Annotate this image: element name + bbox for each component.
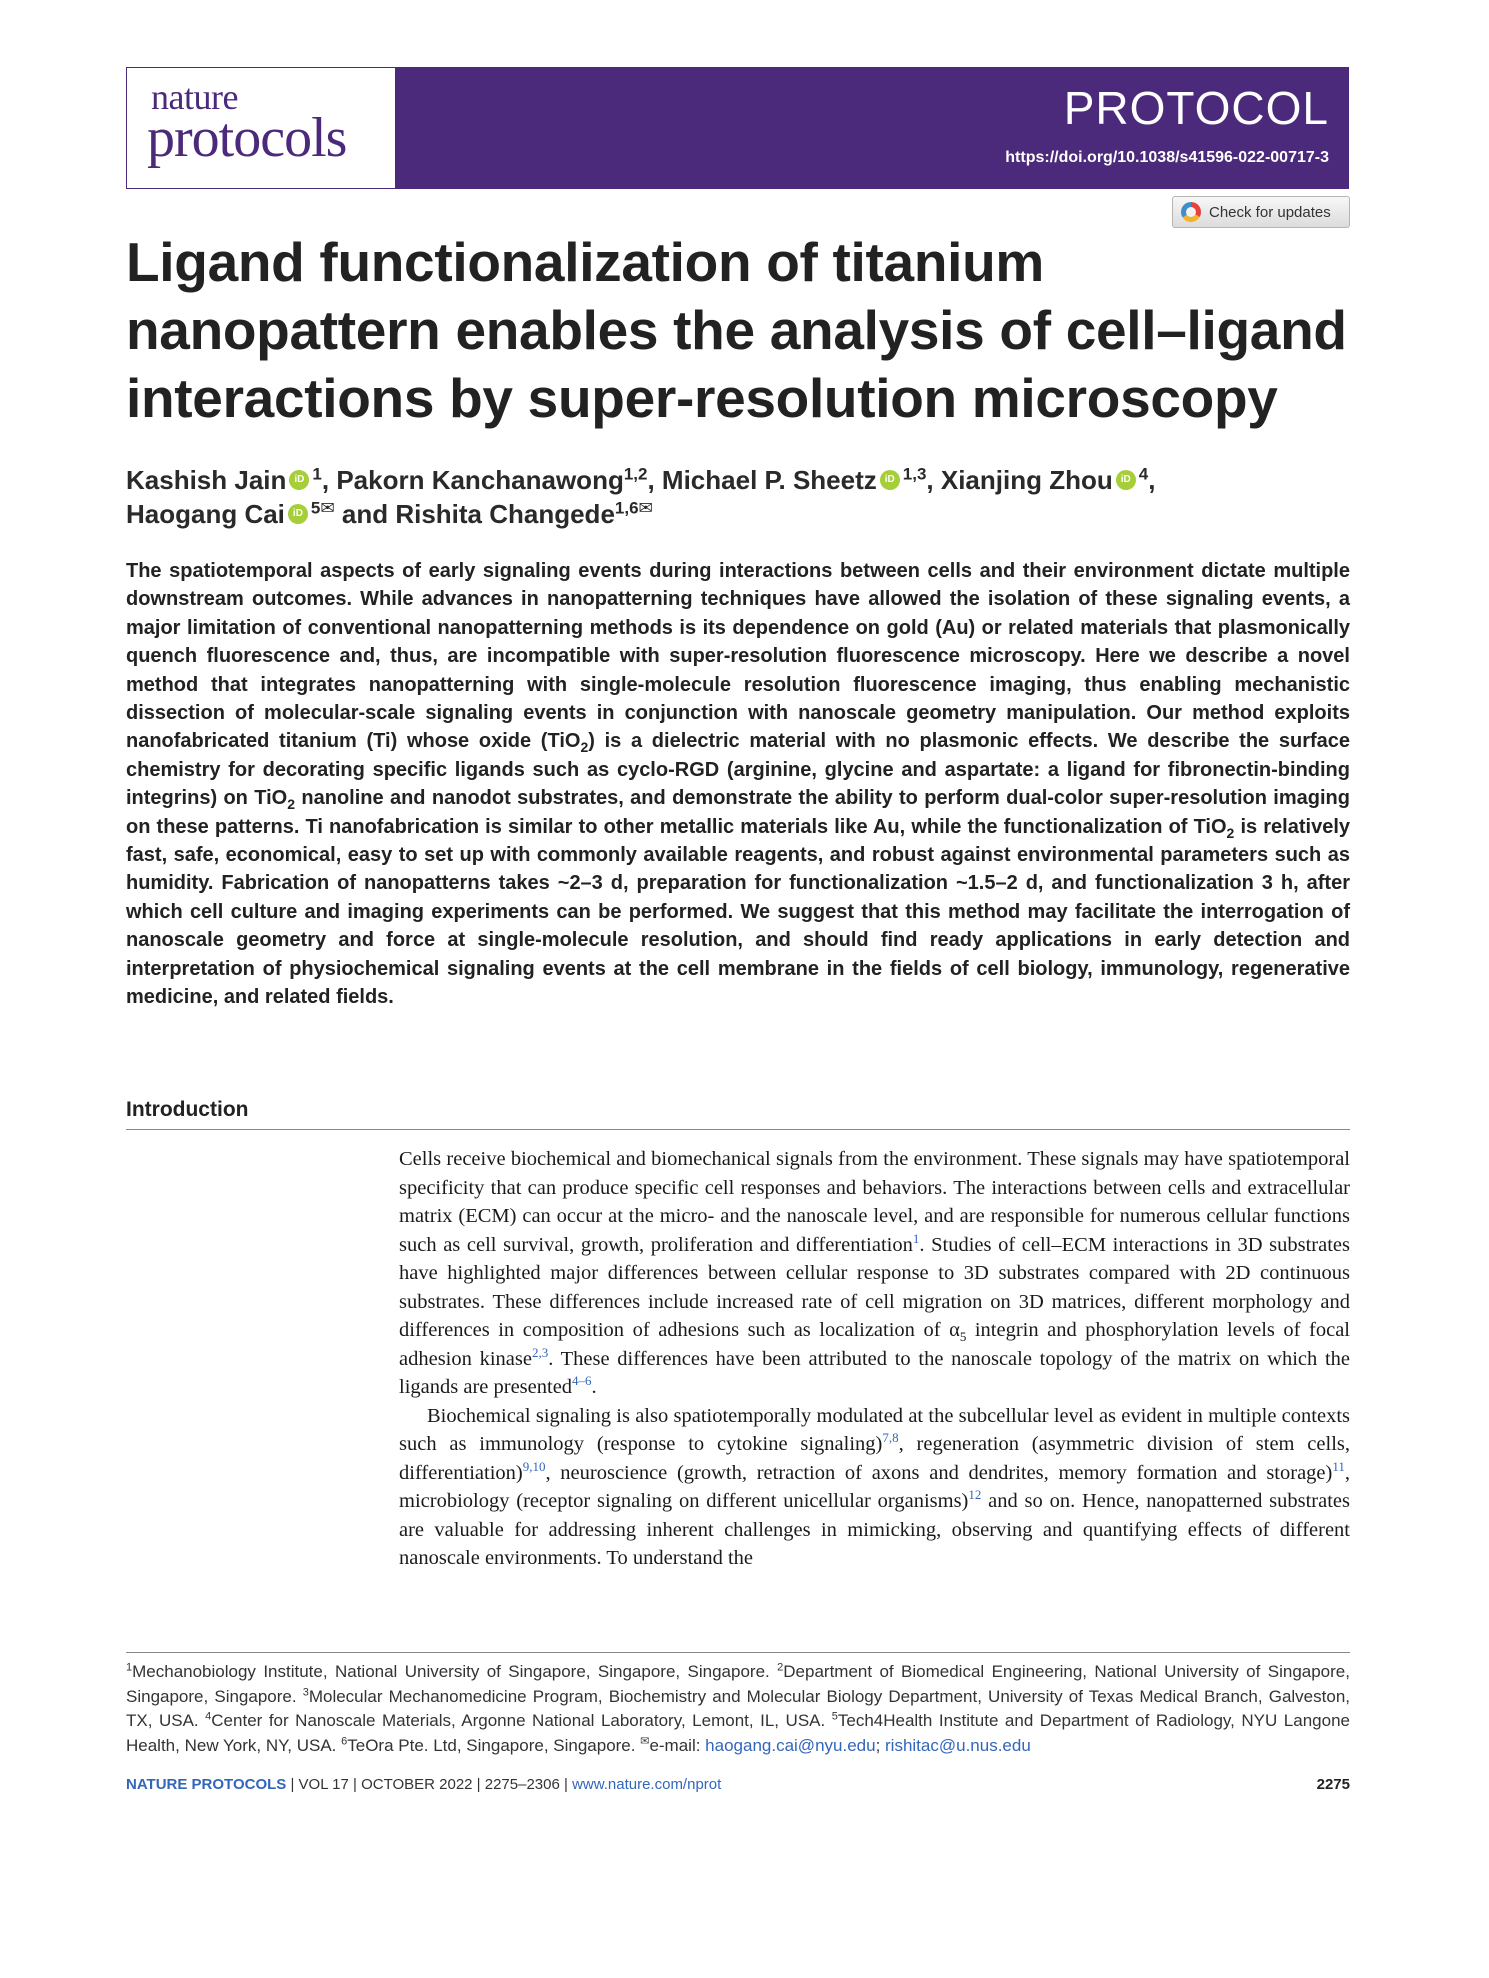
affiliation-text: TeOra Pte. Ltd, Singapore, Singapore.	[347, 1735, 641, 1755]
crossmark-icon	[1181, 202, 1201, 222]
abstract-text: The spatiotemporal aspects of early signaling events during interactions between cells and their environment dictate multiple downstream outcomes. While advances in nanopatterning techniques have allowed the isolation of these signaling events, a major limitation of conventional nanopatterning methods is its dependence on gold (Au) or related materials that plasmonically quench fluorescence and, thus, are incompatible with super-resolution fluorescence microscopy. Here we describe a novel method that integrates nanopatterning with single-molecule resolution fluorescence imaging, thus enabling mechanistic dissection of molecular-scale signaling events in conjunction with nanoscale geometry manipulation. Our method exploits nanofabricated titanium (Ti) whose oxide (TiO	[126, 560, 1350, 753]
logo-nature-text: nature	[151, 77, 238, 117]
author-affiliation-number: 1,2	[623, 464, 648, 484]
affiliation-number: 1	[126, 1661, 133, 1674]
citation-link[interactable]: 9,10	[522, 1458, 546, 1474]
email-link[interactable]: haogang.cai@nyu.edu	[705, 1735, 876, 1755]
email-label: e-mail:	[649, 1735, 706, 1755]
affiliations	[126, 1660, 1350, 1758]
footnote-divider	[126, 1652, 1350, 1653]
footer-url-link[interactable]: www.nature.com/nprot	[572, 1776, 722, 1793]
author-name[interactable]: Michael P. Sheetz	[661, 465, 877, 495]
orcid-icon[interactable]: iD	[288, 504, 308, 524]
paragraph-1	[399, 1145, 1350, 1402]
body-text: Cells receive biochemical and biomechanical signals from the environment. These signals may have spatiotemporal specificity that can produce specific cell responses and behaviors. The interactions between cells and extracellular matrix (ECM) can occur at the micro- and the nanoscale level, and are responsible for numerous cellular functions such as cell survival, growth, proliferation and differentiation	[399, 1148, 1350, 1256]
article-type: PROTOCOL	[1063, 82, 1329, 134]
body-text: .	[591, 1376, 597, 1398]
affiliation-number: 4	[205, 1710, 212, 1723]
citation-link[interactable]: 7,8	[882, 1430, 899, 1446]
envelope-icon[interactable]: ✉	[320, 498, 335, 518]
author-separator: ,	[1148, 465, 1156, 495]
check-for-updates-button[interactable]	[1172, 196, 1350, 228]
citation-link[interactable]: 12	[968, 1487, 982, 1503]
body-text: . These differences have been attributed to the nanoscale topology of the matrix on which the ligands are presented	[399, 1347, 1351, 1398]
affiliation-number: 5	[831, 1710, 838, 1723]
affiliation-number: 6	[341, 1734, 348, 1747]
citation-link[interactable]: 4–6	[572, 1373, 592, 1389]
citation-link[interactable]: 2,3	[531, 1344, 549, 1360]
affiliation-text: Molecular Mechanomedicine Program, Biochemistry and Molecular Biology Department, University of Texas Medical Branch, Galveston, TX, USA.	[126, 1686, 1350, 1730]
affiliation-text: Center for Nanoscale Materials, Argonne National Laboratory, Lemont, IL, USA.	[211, 1711, 832, 1730]
affiliation-text: Tech4Health Institute and Department of Radiology, NYU Langone Health, New York, NY, USA.	[126, 1711, 1350, 1755]
author-affiliation-number: 1,3	[902, 464, 927, 484]
paragraph-2	[399, 1402, 1350, 1573]
author-separator: and	[334, 499, 396, 529]
check-for-updates-label: Check for updates	[1209, 203, 1331, 221]
doi-link[interactable]: https://doi.org/10.1038/s41596-022-00717-3	[1005, 149, 1329, 166]
orcid-icon[interactable]: iD	[1116, 470, 1136, 490]
email-link[interactable]: rishitac@u.nus.edu	[885, 1735, 1031, 1755]
subscript: 2	[287, 796, 296, 813]
body-text: integrin and phosphorylation levels of focal adhesion kinase	[399, 1319, 1350, 1370]
section-heading-introduction: Introduction	[126, 1098, 249, 1121]
body-text: . Studies of cell–ECM interactions in 3D substrates have highlighted major differences between cellular response to 3D substrates compared with 2D continuous substrates. These differences include increased rate of cell migration on 3D matrices, different morphology and differences in composition of adhesions such as localization of α	[399, 1233, 1350, 1341]
author-name[interactable]: Kashish Jain	[126, 465, 287, 495]
affiliation-number: 2	[777, 1661, 784, 1674]
affiliation-text: Department of Biomedical Engineering, National University of Singapore, Singapore, Singapore.	[126, 1662, 1350, 1706]
page-number: 2275	[1316, 1776, 1350, 1793]
author-affiliation-number: 1	[312, 464, 322, 484]
author-affiliation-number: 5	[310, 498, 321, 518]
footer-issue: | VOL 17 | OCTOBER 2022 | 2275–2306 |	[286, 1776, 573, 1793]
author-separator: ,	[926, 465, 941, 495]
citation-link[interactable]: 1	[912, 1230, 920, 1246]
affiliation-text: Mechanobiology Institute, National University of Singapore, Singapore, Singapore.	[132, 1662, 778, 1681]
body-text: and so on. Hence, nanopatterned substrates are valuable for addressing inherent challenges in mimicking, observing and quantifying effects of different nanoscale environments. To understand the	[399, 1490, 1350, 1569]
section-divider	[126, 1129, 1350, 1130]
abstract-text: ) is a dielectric material with no plasmonic effects. We describe the surface chemistry for decorating specific ligands such as cyclo-RGD (arginine, glycine and aspartate: a ligand for fibronectin-binding integrins) on TiO	[126, 730, 1351, 810]
author-list	[126, 463, 1356, 531]
abstract-text: is relatively fast, safe, economical, easy to set up with commonly available reagents, and robust against environmental parameters such as humidity. Fabrication of nanopatterns takes ~2–3 d, preparation for functionalization ~1.5–2 d, and functionalization 3 h, after which cell culture and imaging experiments can be performed. We suggest that this method may facilitate the interrogation of nanoscale geometry and force at single-molecule resolution, and should find ready applications in early detection and interpretation of physiochemical signaling events at the cell membrane in the fields of cell biology, immunology, regenerative medicine, and related fields.	[126, 815, 1350, 1009]
orcid-icon[interactable]: iD	[880, 470, 900, 490]
body-text: , regeneration (asymmetric division of stem cells, differentiation)	[399, 1433, 1350, 1484]
author-name[interactable]: Haogang Cai	[126, 499, 285, 529]
article-title: Ligand functionalization of titanium nanopattern enables the analysis of cell–ligand interactions by super-resolution microscopy	[126, 231, 1347, 429]
author-name[interactable]: Pakorn Kanchanawong	[336, 465, 624, 495]
abstract	[126, 557, 1350, 1012]
introduction-body	[399, 1145, 1350, 1573]
body-text: , microbiology (receptor signaling on different unicellular organisms)	[399, 1461, 1350, 1512]
affiliation-number: 3	[302, 1685, 309, 1698]
author-name[interactable]: Xianjing Zhou	[940, 465, 1113, 495]
subscript: 5	[959, 1329, 967, 1345]
envelope-icon: ✉	[640, 1734, 650, 1747]
abstract-text: nanoline and nanodot substrates, and demonstrate the ability to perform dual-color super-resolution imaging on these patterns. Ti nanofabrication is similar to other metallic materials like Au, while the functionalization of TiO	[126, 787, 1350, 838]
citation-link[interactable]: 11	[1332, 1458, 1345, 1474]
email-separator: ;	[875, 1735, 886, 1755]
footer-journal: NATURE PROTOCOLS	[126, 1776, 287, 1793]
subscript: 2	[1226, 824, 1235, 841]
envelope-icon[interactable]: ✉	[638, 498, 653, 518]
author-name[interactable]: Rishita Changede	[395, 499, 615, 529]
body-text: , neuroscience (growth, retraction of axons and dendrites, memory formation and storage)	[545, 1461, 1333, 1484]
journal-logo	[126, 67, 396, 189]
header-band	[396, 67, 1349, 189]
body-text: Biochemical signaling is also spatiotemporally modulated at the subcellular level as evident in multiple contexts such as immunology (response to cytokine signaling)	[399, 1404, 1350, 1455]
page-footer	[126, 1776, 1350, 1793]
author-separator: ,	[321, 465, 337, 495]
subscript: 2	[580, 739, 589, 756]
author-affiliation-number: 4	[1138, 464, 1149, 484]
orcid-icon[interactable]: iD	[289, 470, 309, 490]
author-affiliation-number: 1,6	[614, 498, 639, 518]
author-separator: ,	[647, 465, 662, 495]
logo-protocols-text: protocols	[147, 107, 347, 169]
